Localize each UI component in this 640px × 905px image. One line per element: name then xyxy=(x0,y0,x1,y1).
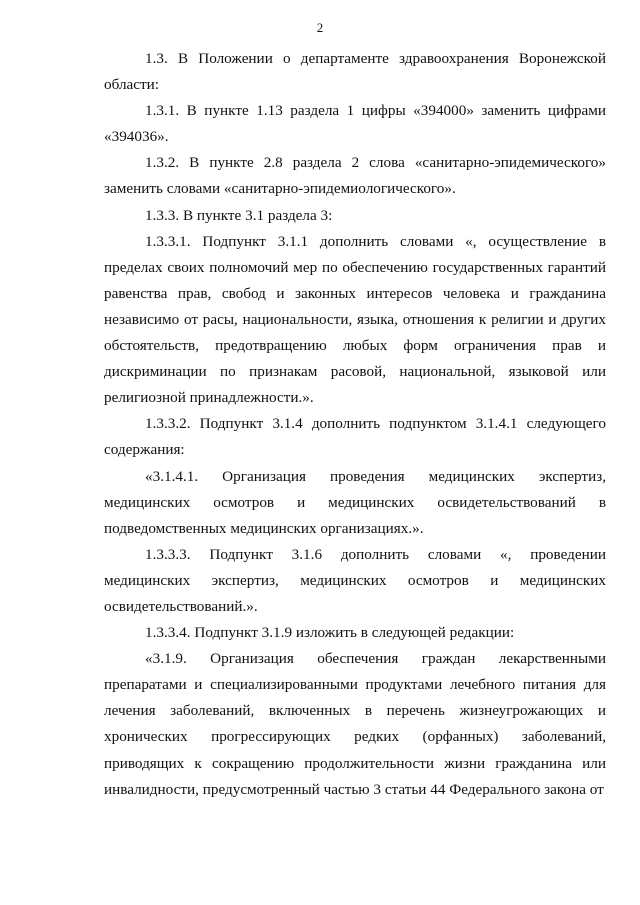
paragraph-1-3-3-3: 1.3.3.3. Подпункт 3.1.6 дополнить словами «, проведении медицинских экспертиз, медицинских осмотров и медицинских освидетельствований.». xyxy=(104,545,606,615)
paragraph-1-3-3-1: 1.3.3.1. Подпункт 3.1.1 дополнить словами «, осуществление в пределах своих полномочий мер по обеспечению государственных гарантий равенства прав, свобод и законных интересов человека и гражданина независимо от расы, национальности, языка, отношения к религии и других обстоятельств, предотвращению любых форм ограничения прав и дискриминации по признакам расовой, национальной, языковой или религиозной принадлежности.». xyxy=(104,232,606,407)
paragraph-3-1-9: «3.1.9. Организация обеспечения граждан лекарственными препаратами и специализированными продуктами лечебного питания для лечения заболеваний, включенных в перечень жизнеугрожающих и хронических прогрессирующих редких (орфанных) заболеваний, приводящих к сокращению продолжительности жизни гражданина или инвалидности, предусмотренный частью 3 статьи 44 Федерального закона от xyxy=(104,650,606,798)
paragraph-3-1-4-1: «3.1.4.1. Организация проведения медицинских экспертиз, медицинских осмотров и медицинских освидетельствований в подведомственных медицинских организациях.». xyxy=(104,467,606,537)
paragraph-1-3-3-4: 1.3.3.4. Подпункт 3.1.9 изложить в следующей редакции: xyxy=(145,624,515,642)
paragraph-1-3: 1.3. В Положении о департаменте здравоохранения Воронежской области: xyxy=(104,50,606,94)
paragraph-1-3-3-2: 1.3.3.2. Подпункт 3.1.4 дополнить подпунктом 3.1.4.1 следующего содержания: xyxy=(104,415,606,459)
paragraph-1-3-2: 1.3.2. В пункте 2.8 раздела 2 слова «санитарно-эпидемического» заменить словами «санитарно-эпидемиологического». xyxy=(104,154,606,198)
page-number: 2 xyxy=(316,20,324,35)
paragraph-1-3-3: 1.3.3. В пункте 3.1 раздела 3: xyxy=(145,206,333,224)
paragraph-1-3-1: 1.3.1. В пункте 1.13 раздела 1 цифры «394000» заменить цифрами «394036». xyxy=(104,102,606,146)
document-body xyxy=(104,46,606,803)
